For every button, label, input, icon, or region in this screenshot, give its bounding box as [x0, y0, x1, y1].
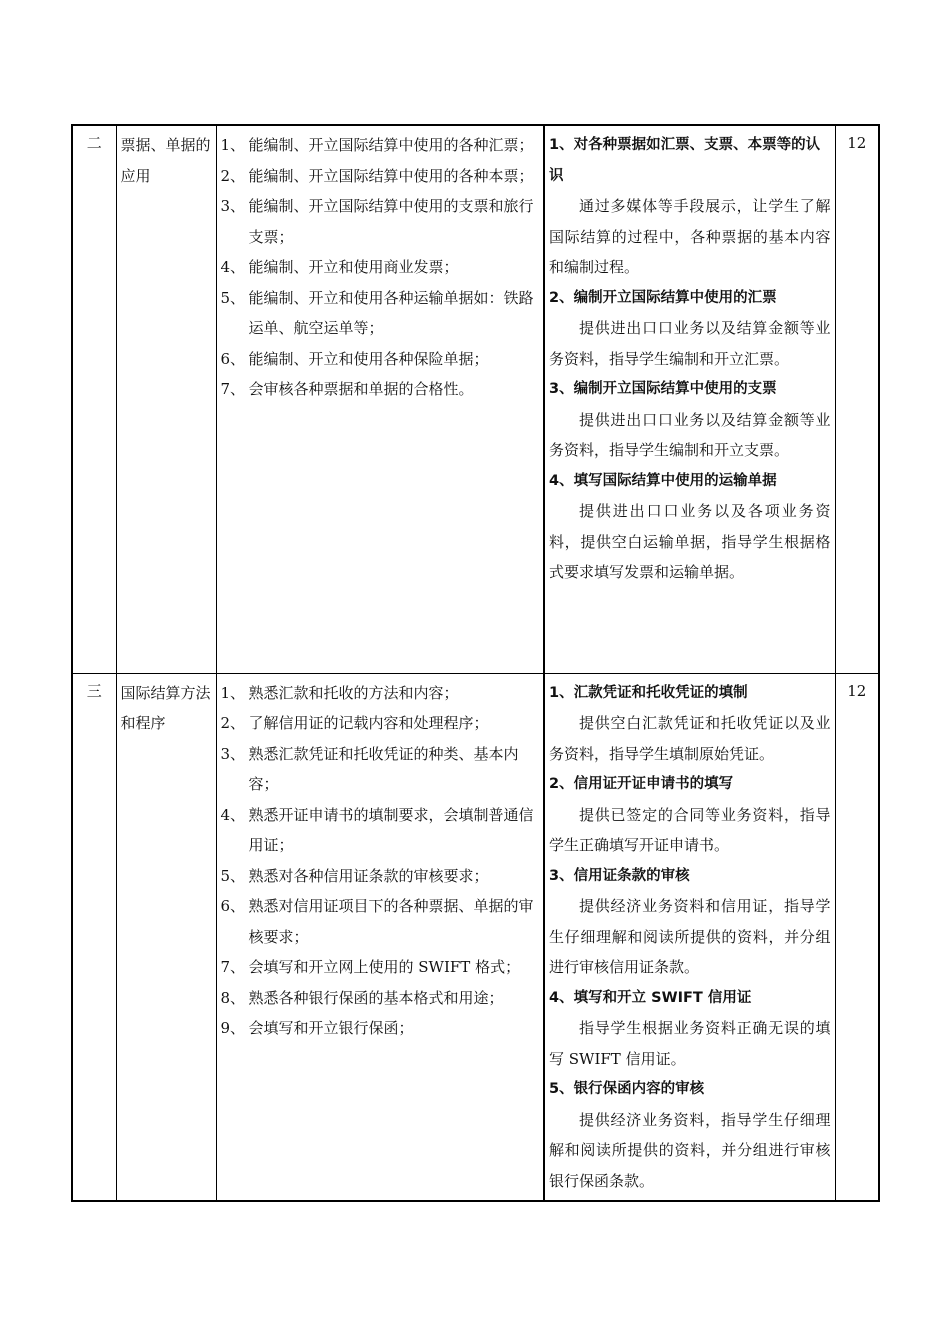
goal-index: 8、	[220, 988, 246, 1007]
activity-description: 提供经济业务资料，指导学生仔细理解和阅读所提供的资料，并分组进行审核银行保函条款。	[549, 1110, 831, 1190]
activity-list	[544, 125, 835, 673]
goal-index: 6、	[220, 349, 246, 368]
goal-index: 1、	[220, 136, 246, 154]
list-item	[221, 983, 540, 1014]
syllabus-sheet	[71, 124, 878, 1202]
goal-text: 熟悉汇款和托收的方法和内容；	[248, 683, 459, 702]
goal-text: 会填写和开立网上使用的 SWIFT 格式；	[248, 958, 521, 976]
row-topic: 票据、单据的应用	[116, 125, 216, 673]
list-item	[221, 161, 540, 192]
activity-title: 2、信用证开证申请书的填写	[549, 776, 734, 792]
goal-text: 会审核各种票据和单据的合格性。	[248, 380, 474, 398]
list-item	[221, 1013, 540, 1044]
list-item	[221, 191, 540, 252]
list-item	[221, 678, 540, 709]
goal-index: 1、	[220, 683, 246, 702]
activity-title: 1、对各种票据如汇票、支票、本票等的认识	[549, 137, 821, 184]
goal-text: 能编制、开立国际结算中使用的各种汇票；	[248, 136, 534, 154]
activity-title: 3、编制开立国际结算中使用的支票	[549, 381, 777, 397]
activity-description: 提供经济业务资料和信用证，指导学生仔细理解和阅读所提供的资料，并分组进行审核信用证条款。	[549, 897, 831, 976]
goal-list	[216, 125, 544, 673]
goal-text: 会填写和开立银行保函；	[248, 1019, 414, 1037]
activity-description: 提供空白汇款凭证和托收凭证以及业务资料，指导学生填制原始凭证。	[549, 714, 831, 763]
list-item	[221, 252, 540, 283]
row-hours: 12	[835, 673, 879, 1201]
list-item	[221, 861, 540, 892]
activity-title: 2、编制开立国际结算中使用的汇票	[549, 289, 777, 306]
activity-title: 5、银行保函内容的审核	[549, 1081, 705, 1097]
row-hours: 12	[835, 125, 879, 673]
goal-index: 9、	[220, 1019, 246, 1037]
activity-title: 3、信用证条款的审核	[549, 867, 690, 884]
activity-title: 1、汇款凭证和托收凭证的填制	[549, 684, 748, 701]
list-item	[221, 283, 540, 344]
goal-index: 5、	[220, 288, 246, 307]
goal-text: 熟悉汇款凭证和托收凭证的种类、基本内容；	[248, 744, 519, 793]
goal-text: 熟悉对各种信用证条款的审核要求；	[248, 866, 489, 885]
list-item	[221, 708, 540, 739]
activity-title: 4、填写国际结算中使用的运输单据	[549, 472, 777, 489]
goal-index: 3、	[220, 744, 246, 763]
row-number: 二	[72, 125, 116, 673]
goal-index: 7、	[220, 380, 246, 398]
goal-list	[216, 673, 544, 1201]
table-row	[72, 673, 879, 1201]
activity-list	[544, 673, 835, 1201]
activity-description: 提供进出口口业务以及结算金额等业务资料，指导学生编制和开立汇票。	[549, 319, 831, 368]
list-item	[221, 739, 540, 800]
row-topic: 国际结算方法和程序	[116, 673, 216, 1201]
goal-text: 熟悉开证申请书的填制要求，会填制普通信用证；	[248, 805, 534, 854]
goal-text: 能编制、开立和使用商业发票；	[248, 258, 459, 276]
activity-title: 4、填写和开立 SWIFT 信用证	[549, 989, 752, 1006]
goal-text: 能编制、开立国际结算中使用的支票和旅行支票；	[248, 197, 534, 246]
goal-text: 了解信用证的记载内容和处理程序；	[248, 714, 489, 732]
goal-text: 熟悉对信用证项目下的各种票据、单据的审核要求；	[248, 897, 534, 946]
goal-text: 能编制、开立和使用各种运输单据如：铁路运单、航空运单等；	[248, 288, 534, 337]
goal-index: 6、	[220, 897, 246, 915]
goal-index: 2、	[220, 166, 246, 185]
list-item	[221, 374, 540, 405]
table-row	[72, 125, 879, 673]
table-body	[72, 125, 879, 1201]
goal-index: 3、	[220, 197, 246, 215]
goal-text: 能编制、开立国际结算中使用的各种本票；	[248, 166, 534, 185]
activity-description: 通过多媒体等手段展示，让学生了解国际结算的过程中，各种票据的基本内容和编制过程。	[549, 197, 831, 276]
list-item	[221, 130, 540, 161]
goal-text: 能编制、开立和使用各种保险单据；	[248, 349, 489, 368]
goal-text: 熟悉各种银行保函的基本格式和用途；	[248, 988, 504, 1007]
goal-index: 2、	[220, 714, 246, 732]
activity-description: 提供进出口口业务以及结算金额等业务资料，指导学生编制和开立支票。	[549, 410, 831, 459]
activity-description: 提供已签定的合同等业务资料，指导学生正确填写开证申请书。	[549, 805, 831, 854]
list-item	[221, 344, 540, 375]
goal-index: 5、	[220, 866, 246, 885]
goal-index: 7、	[220, 958, 246, 976]
list-item	[221, 952, 540, 983]
list-item	[221, 800, 540, 861]
row-number: 三	[72, 673, 116, 1201]
goal-index: 4、	[220, 805, 246, 824]
list-item	[221, 891, 540, 952]
goal-index: 4、	[220, 258, 246, 276]
activity-description: 提供进出口口业务以及各项业务资料，提供空白运输单据，指导学生根据格式要求填写发票和运输单据。	[549, 502, 831, 581]
syllabus-table	[71, 124, 880, 1202]
activity-description: 指导学生根据业务资料正确无误的填写 SWIFT 信用证。	[549, 1019, 831, 1068]
